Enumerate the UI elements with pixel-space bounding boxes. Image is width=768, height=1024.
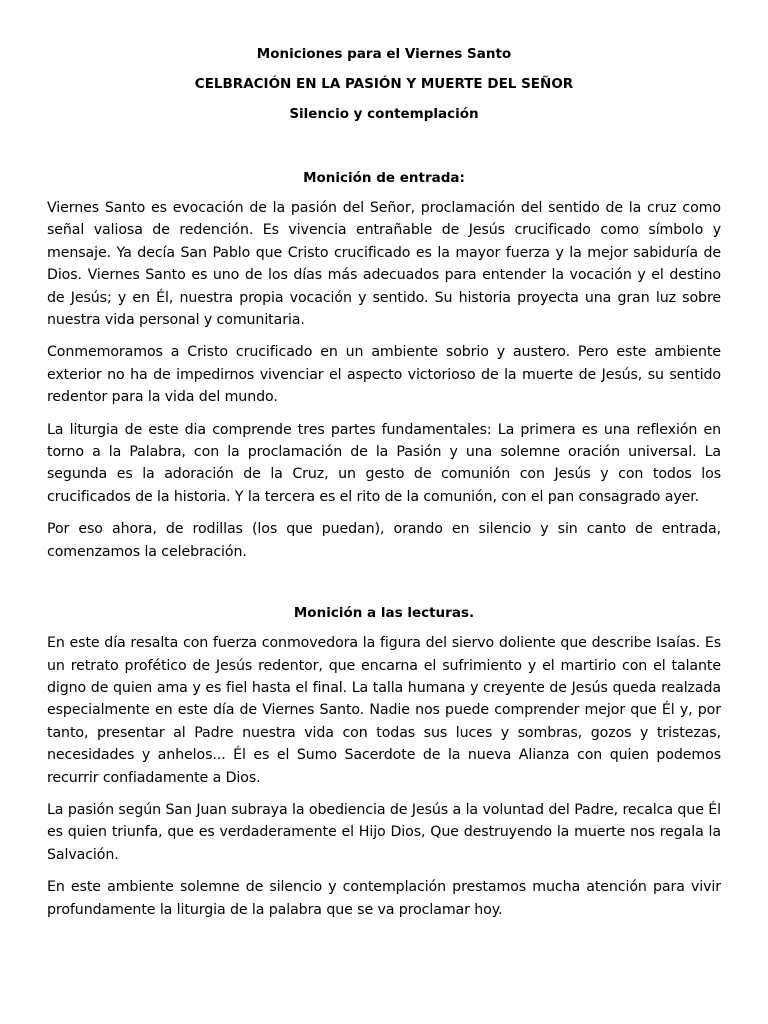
section-heading: Monición a las lecturas. — [293, 605, 475, 622]
paragraph: Por eso ahora, de rodillas (los que puedan), orando en silencio y sin canto de entrada, comenzamos la celebración. — [47, 521, 721, 560]
paragraph: La pasión según San Juan subraya la obediencia de Jesús a la voluntad del Padre, recalca que Él es quien triunfa, que es verdaderamente el Hijo Dios, Que destruyendo la muerte nos regala la Salvación. — [47, 801, 721, 863]
section-entrada — [47, 168, 721, 563]
document-title: Moniciones para el Viernes Santo — [256, 46, 512, 62]
document-subtitle: CELBRACIÓN EN LA PASIÓN Y MUERTE DEL SEÑOR — [194, 76, 574, 92]
paragraph: En este ambiente solemne de silencio y contemplación prestamos mucha atención para vivir profundamente la liturgia de la palabra que se va proclamar hoy. — [47, 879, 721, 918]
paragraph: En este día resalta con fuerza conmovedora la figura del siervo doliente que describe Isaías. Es un retrato profético de Jesús redentor, que encarna el sufrimiento y el martirio con el talante digno de quien ama y es fiel hasta el final. La talla humana y creyente de Jesús queda realzada especialmente en este día de Viernes Santo. Nadie nos puede comprender mejor que Él y, por tanto, presentar al Padre nuestra vida con todas sus luces y sombras, gozos y tristezas, necesidades y anhelos... Él es el Sumo Sacerdote de la nueva Alianza con quien podemos recurrir confiadamente a Dios. — [47, 635, 721, 786]
paragraph: Viernes Santo es evocación de la pasión del Señor, proclamación del sentido de la cruz como señal valiosa de redención. Es vivencia entrañable de Jesús crucificado como símbolo y mensaje. Ya decía San Pablo que Cristo crucificado es la mayor fuerza y la mejor sabiduría de Dios. Viernes Santo es uno de los días más adecuados para entender la vocación y el destino de Jesús; y en Él, nuestra propia vocación y sentido. Su historia proyecta una gran luz sobre nuestra vida personal y comunitaria. — [47, 200, 721, 329]
document-tagline: Silencio y contemplación — [289, 106, 479, 122]
paragraph: La liturgia de este dia comprende tres partes fundamentales: La primera es una reflexión en torno a la Palabra, con la proclamación de la Pasión y una solemne oración universal. La segunda es la adoración de la Cruz, un gesto de comunión con Jesús y con todos los crucificados de la historia. Y la tercera es el rito de la comunión, con el pan consagrado ayer. — [47, 421, 721, 505]
paragraph: Conmemoramos a Cristo crucificado en un ambiente sobrio y austero. Pero este ambiente exterior no ha de impedirnos vivenciar el aspecto victorioso de la muerte de Jesús, su sentido redentor para la vida del mundo. — [47, 344, 721, 406]
section-lecturas — [47, 603, 721, 921]
document-page — [47, 36, 721, 921]
section-heading: Monición de entrada: — [303, 170, 465, 186]
